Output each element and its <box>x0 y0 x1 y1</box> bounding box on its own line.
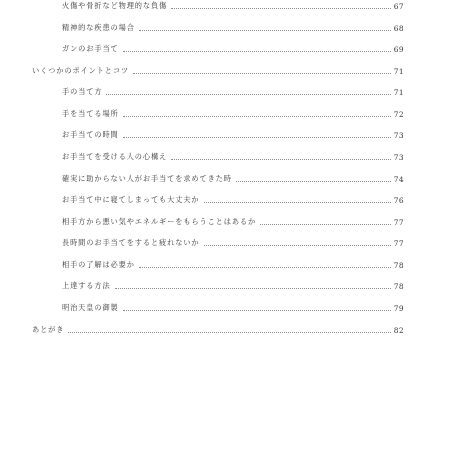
dot-leader <box>260 223 391 225</box>
toc-entry <box>62 84 404 100</box>
toc-entry-page: 72 <box>393 109 404 119</box>
toc-entry-title: お手当てを受ける人の心構え <box>62 152 168 161</box>
toc-entry-title: 長時間のお手当てをすると疲れないか <box>62 238 200 247</box>
toc-entry <box>62 235 404 251</box>
toc-entry-page: 82 <box>393 325 404 335</box>
toc-entry-page: 77 <box>393 217 404 227</box>
toc-entry-title: あとがき <box>32 325 65 334</box>
toc-entry-title: 確実に助からない人がお手当てを求めてきた時 <box>62 174 232 183</box>
toc-entry <box>62 278 404 294</box>
toc-entry-title: 火傷や骨折など物理的な負傷 <box>62 1 168 10</box>
toc-entry-title: いくつかのポイントとコツ <box>32 66 130 75</box>
dot-leader <box>171 158 391 160</box>
toc-entry <box>62 257 404 273</box>
toc-entry-page: 77 <box>393 238 404 248</box>
toc-entry <box>62 127 404 143</box>
toc-entry-title: ガンのお手当て <box>62 44 119 53</box>
toc-entry-title: 上達する方法 <box>62 281 111 290</box>
toc-entry-title: 相手の了解は必要か <box>62 260 135 269</box>
toc-entry-page: 76 <box>393 195 404 205</box>
toc-entry-title: 相手方から悪い気やエネルギーをもらうことはあるか <box>62 217 257 226</box>
toc-entry-page: 69 <box>393 44 404 54</box>
dot-leader <box>123 115 391 117</box>
toc-entry-page: 67 <box>393 1 404 11</box>
toc-entry <box>62 171 404 187</box>
dot-leader <box>123 309 391 311</box>
toc-entry <box>62 192 404 208</box>
dot-leader <box>204 244 391 246</box>
dot-leader <box>171 7 391 9</box>
dot-leader <box>139 29 391 31</box>
dot-leader <box>115 287 391 289</box>
toc-entry-title: 手の当て方 <box>62 87 103 96</box>
toc-entry <box>62 149 404 165</box>
toc-entry-page: 73 <box>393 130 404 140</box>
toc-entry <box>62 20 404 36</box>
toc-entry-title: 明治天皇の御製 <box>62 303 119 312</box>
toc-entry-page: 73 <box>393 152 404 162</box>
toc-entry-title: 精神的な疾患の場合 <box>62 23 135 32</box>
dot-leader <box>236 180 391 182</box>
toc-entry <box>62 214 404 230</box>
toc-section-entry <box>32 322 404 338</box>
dot-leader <box>123 136 391 138</box>
toc-entry-page: 71 <box>393 87 404 97</box>
toc-entry <box>62 41 404 57</box>
toc-entry-page: 79 <box>393 303 404 313</box>
toc-entry <box>62 300 404 316</box>
toc-entry-page: 74 <box>393 174 404 184</box>
toc-entry-page: 78 <box>393 281 404 291</box>
toc-entry-page: 78 <box>393 260 404 270</box>
dot-leader <box>133 72 391 74</box>
dot-leader <box>139 266 391 268</box>
dot-leader <box>106 93 390 95</box>
dot-leader <box>68 331 390 333</box>
toc-section-entry <box>32 63 404 79</box>
toc-entry-title: 手を当てる場所 <box>62 109 119 118</box>
toc-entry-page: 68 <box>393 23 404 33</box>
toc-entry-title: お手当ての時間 <box>62 130 119 139</box>
toc-entry-page: 71 <box>393 66 404 76</box>
toc-entry <box>62 106 404 122</box>
toc-entry <box>62 0 404 14</box>
toc-entry-title: お手当て中に寝てしまっても大丈夫か <box>62 195 200 204</box>
dot-leader <box>123 50 391 52</box>
dot-leader <box>204 201 391 203</box>
